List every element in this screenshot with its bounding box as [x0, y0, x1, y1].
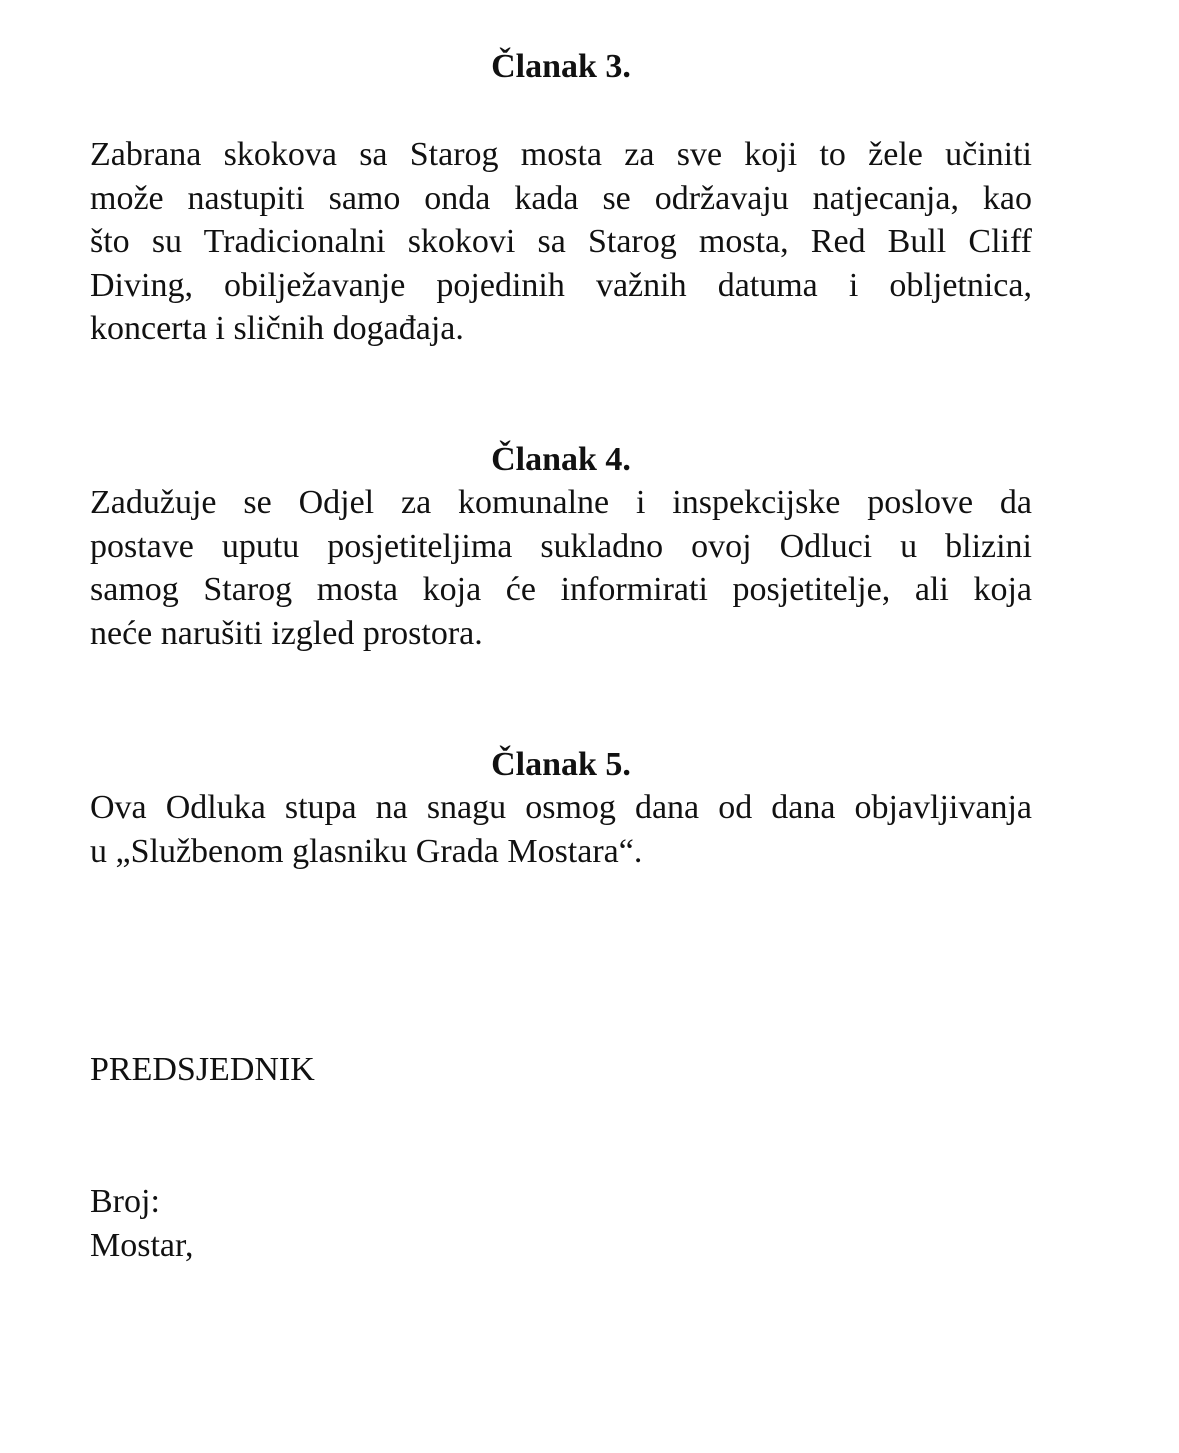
article-5-line: Ova Odluka stupa na snagu osmog dana od dana objavljivanja — [90, 789, 1032, 826]
article-3-line: Zabrana skokova sa Starog mosta za sve koji to žele učiniti — [90, 136, 1032, 173]
article-4-line: Zadužuje se Odjel za komunalne i inspekcijske poslove da — [90, 484, 1032, 521]
article-4-line: postave uputu posjetiteljima sukladno ovoj Odluci u blizini — [90, 527, 1032, 565]
article-3-body — [90, 133, 1032, 351]
article-4-body — [90, 481, 1032, 655]
article-3-line: može nastupiti samo onda kada se održavaju natjecanja, kao — [90, 179, 1032, 217]
article-4-line: neće narušiti izgled prostora. — [90, 614, 483, 652]
place-label: Mostar, — [90, 1227, 194, 1264]
article-3-line: što su Tradicionalni skokovi sa Starog mosta, Red Bull Cliff — [90, 223, 1032, 260]
article-3-line: Diving, obilježavanje pojedinih važnih datuma i obljetnica, — [90, 266, 1032, 304]
article-3-line: koncerta i sličnih događaja. — [90, 310, 464, 347]
article-3-heading: Članak 3. — [491, 48, 631, 85]
article-5-body — [90, 786, 1032, 873]
article-5-line: u „Službenom glasniku Grada Mostara“. — [90, 832, 643, 870]
article-4-line: samog Starog mosta koja će informirati posjetitelje, ali koja — [90, 571, 1032, 608]
number-label: Broj: — [90, 1183, 160, 1220]
signature-title: PREDSJEDNIK — [90, 1051, 315, 1088]
article-4-heading: Članak 4. — [491, 441, 631, 478]
article-5-heading: Članak 5. — [491, 746, 631, 783]
